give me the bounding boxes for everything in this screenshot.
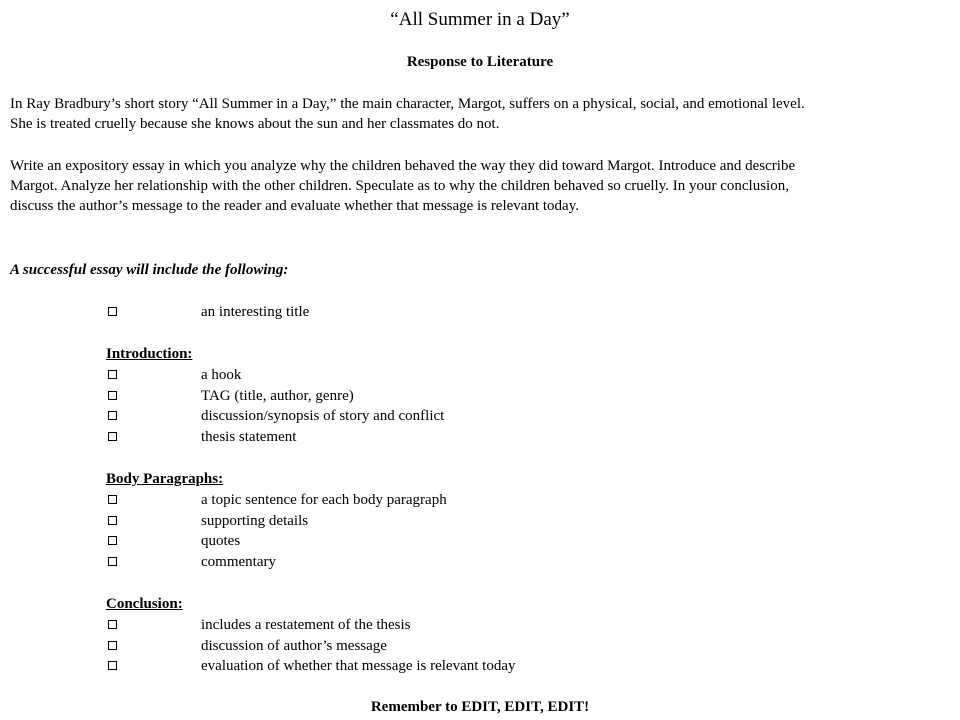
checklist-item-text: a topic sentence for each body paragraph [201, 491, 447, 508]
conclusion-checklist [106, 594, 516, 677]
intro-line: She is treated cruelly because she knows about the sun and her classmates do not. [10, 116, 500, 132]
checklist-item-text: thesis statement [201, 429, 297, 446]
section-heading-body-paragraphs: Body Paragraphs: [106, 471, 224, 487]
checklist-item-text: commentary [201, 554, 276, 571]
introduction-checklist [106, 344, 445, 448]
checklist-item-text: supporting details [201, 512, 309, 529]
checkbox-icon [108, 536, 117, 545]
checklist-item [106, 365, 242, 386]
checklist-item-text: TAG (title, author, genre) [201, 387, 354, 404]
checklist-item [106, 386, 354, 407]
checkbox-icon [108, 641, 117, 650]
checkbox-icon [108, 370, 117, 379]
checkbox-icon [108, 557, 117, 566]
body-paragraphs-checklist [106, 469, 447, 573]
checklist-item [106, 511, 309, 532]
prompt-line: discuss the author’s message to the reader and evaluate whether that message is relevant today. [10, 198, 579, 214]
page-subtitle: Response to Literature [406, 54, 554, 70]
checklist-item [106, 427, 297, 448]
intro-line: In Ray Bradbury’s short story “All Summer in a Day,” the main character, Margot, suffers on a physical, social, and emotional level. [10, 96, 805, 112]
checklist-item-text: evaluation of whether that message is relevant today [201, 658, 516, 675]
edit-reminder: Remember to EDIT, EDIT, EDIT! [370, 699, 590, 715]
section-heading-introduction: Introduction: [106, 346, 193, 362]
checklist-item [106, 636, 387, 657]
criteria-heading: A successful essay will include the following: [10, 262, 289, 278]
prompt-line: Write an expository essay in which you analyze why the children behaved the way they did toward Margot. Introduce and describe [10, 158, 796, 174]
checklist-item [106, 531, 241, 552]
checklist-item [106, 615, 411, 636]
checklist-item-text: a hook [201, 366, 242, 383]
section-heading-conclusion: Conclusion: [106, 596, 183, 612]
checklist-item-text: quotes [201, 533, 241, 550]
checklist-item [106, 406, 445, 427]
checklist-item-text: discussion of author’s message [201, 637, 387, 654]
checkbox-icon [108, 516, 117, 525]
prompt-paragraph [10, 156, 955, 216]
checklist-item [106, 552, 276, 573]
checkbox-icon [108, 307, 117, 316]
checklist-item-text: includes a restatement of the thesis [201, 616, 411, 633]
checklist-item [106, 656, 516, 677]
checklist-item-text: an interesting title [201, 304, 310, 320]
intro-paragraph [10, 94, 955, 134]
prompt-line: Margot. Analyze her relationship with the other children. Speculate as to why the children behaved so cruelly. In your conclusion, [10, 178, 789, 194]
page-title: “All Summer in a Day” [390, 9, 570, 30]
checklist-item-text: discussion/synopsis of story and conflict [201, 408, 445, 425]
checkbox-icon [108, 432, 117, 441]
checkbox-icon [108, 391, 117, 400]
checkbox-icon [108, 620, 117, 629]
checkbox-icon [108, 495, 117, 504]
checkbox-icon [108, 661, 117, 670]
checklist-item [106, 490, 447, 511]
checkbox-icon [108, 411, 117, 420]
